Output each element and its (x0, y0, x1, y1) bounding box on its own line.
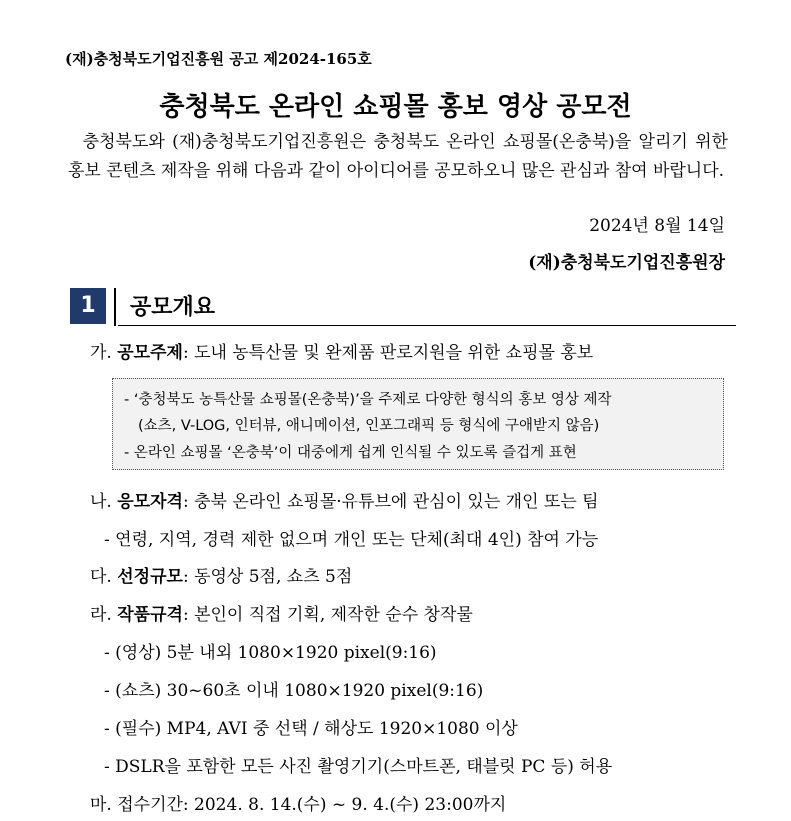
page-title: 충청북도 온라인 쇼핑몰 홍보 영상 공모전 (159, 92, 632, 122)
intro-paragraph (68, 128, 728, 186)
section-underline (118, 325, 736, 326)
item-ra (90, 600, 473, 625)
item-ra-marker: 라. (90, 605, 112, 625)
box-line-3: - 온라인 쇼핑몰 ‘온충북’이 대중에게 쉽게 인식될 수 있도록 즐겁게 표현 (124, 445, 577, 461)
item-ma-marker: 마. (90, 795, 112, 815)
item-ma-text: 접수기간: 2024. 8. 14.(수) ~ 9. 4.(수) 23:00까지 (117, 795, 507, 815)
item-ra-sub-3: - (필수) MP4, AVI 중 선택 / 해상도 1920×1080 이상 (104, 719, 518, 739)
item-ga (90, 338, 593, 363)
section-title: 공모개요 (130, 295, 216, 320)
item-na-marker: 나. (90, 492, 112, 512)
item-ma (90, 790, 506, 815)
item-ra-label: 작품규격 (117, 605, 183, 625)
item-ga-text: : 도내 농특산물 및 완제품 판로지원을 위한 쇼핑몰 홍보 (182, 343, 594, 363)
intro-text: 충청북도와 (재)충청북도기업진흥원은 충청북도 온라인 쇼핑몰(온충북)을 알리기 위한 홍보 콘텐츠 제작을 위해 다음과 같이 아이디어를 공모하오니 많은 관심과 참여 바랍니다. (68, 132, 728, 181)
item-ga-marker: 가. (90, 343, 112, 363)
box-line-1: - ‘충청북도 농특산물 쇼핑몰(온충북)’을 주제로 다양한 형식의 홍보 영상 제작 (124, 392, 612, 408)
box-line-2: (쇼츠, V-LOG, 인터뷰, 애니메이션, 인포그래픽 등 형식에 구애받지 않음) (138, 418, 600, 434)
item-na (90, 487, 599, 512)
section-divider (114, 288, 116, 326)
notice-number: (재)충청북도기업진흥원 공고 제2024-165호 (65, 50, 372, 68)
item-ra-sub-1: - (영상) 5분 내외 1080×1920 pixel(9:16) (104, 643, 437, 663)
item-da-label: 선정규모 (117, 567, 183, 587)
item-ga-label: 공모주제 (117, 343, 183, 363)
item-ra-sub-2: - (쇼츠) 30~60초 이내 1080×1920 pixel(9:16) (104, 681, 484, 701)
section-number: 1 (70, 288, 106, 324)
item-da (90, 562, 352, 587)
item-na-text: : 충북 온라인 쇼핑몰·유튜브에 관심이 있는 개인 또는 팀 (182, 492, 599, 512)
item-da-marker: 다. (90, 567, 112, 587)
item-da-text: : 동영상 5점, 쇼츠 5점 (182, 567, 353, 587)
issuer-name: (재)충청북도기업진흥원장 (528, 253, 725, 273)
announcement-date: 2024년 8월 14일 (589, 216, 725, 236)
item-ra-sub-4: - DSLR을 포함한 모든 사진 촬영기기(스마트폰, 태블릿 PC 등) 허용 (104, 757, 613, 777)
item-ra-text: : 본인이 직접 기획, 제작한 순수 창작물 (182, 605, 473, 625)
item-na-label: 응모자격 (117, 492, 183, 512)
item-na-sub: - 연령, 지역, 경력 제한 없으며 개인 또는 단체(최대 4인) 참여 가능 (104, 530, 599, 550)
